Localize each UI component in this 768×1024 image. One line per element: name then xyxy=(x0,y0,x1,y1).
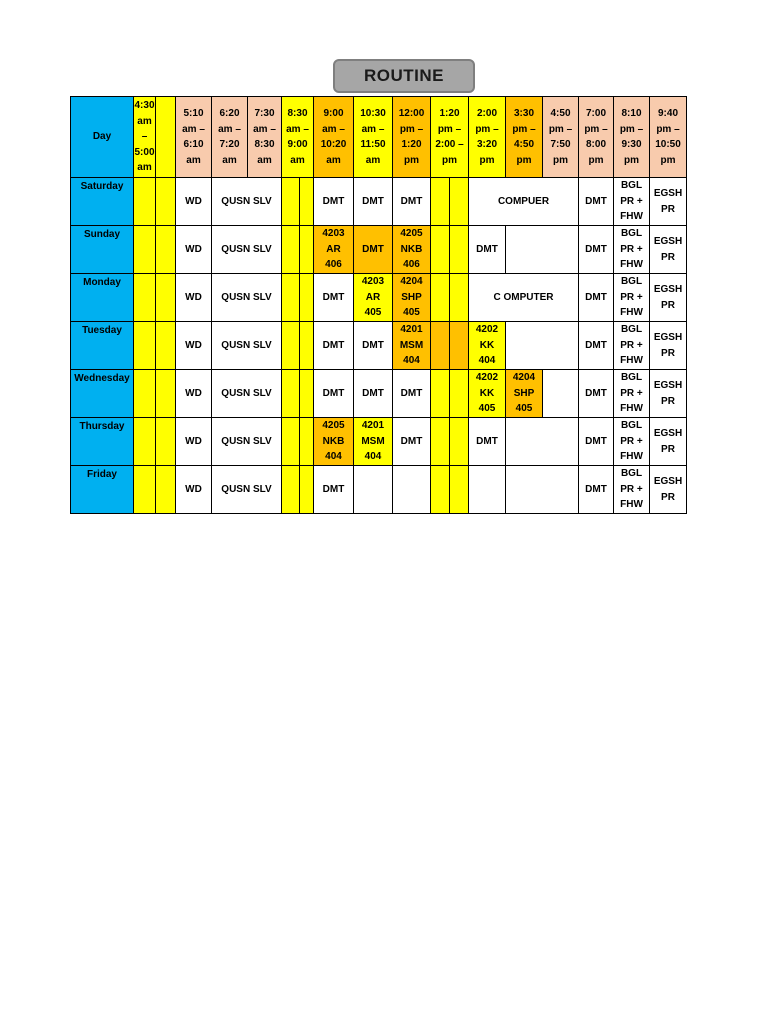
empty-cell xyxy=(282,466,300,514)
cell-0900: DMT xyxy=(314,370,354,418)
empty-cell xyxy=(300,274,314,322)
empty-cell xyxy=(431,418,450,466)
cell-0940: EGSH PR xyxy=(650,370,687,418)
cell-0510: WD xyxy=(176,418,212,466)
empty-cell xyxy=(282,274,300,322)
empty-cell xyxy=(134,418,156,466)
header-slot-0620: 6:20 am – 7:20 am xyxy=(212,97,248,178)
day-name: Saturday xyxy=(80,181,124,192)
cell-0620-0730: QUSN SLV xyxy=(212,418,282,466)
header-slot-blank xyxy=(156,97,176,178)
header-slot-0200: 2:00 pm – 3:20 pm xyxy=(469,97,506,178)
cell-0620-0730: QUSN SLV xyxy=(212,178,282,226)
empty-cell xyxy=(450,178,469,226)
cell-0200: DMT xyxy=(469,226,506,274)
cell-0810: BGL PR + FHW xyxy=(614,466,650,514)
row-friday xyxy=(71,466,687,514)
empty-cell xyxy=(282,322,300,370)
cell-1200: 4201 MSM 404 xyxy=(393,322,431,370)
cell-1030: DMT xyxy=(354,370,393,418)
empty-cell xyxy=(300,178,314,226)
empty-cell xyxy=(450,466,469,514)
empty-cell xyxy=(431,322,450,370)
cell-1200: DMT xyxy=(393,418,431,466)
cell-computer: C OMPUTER xyxy=(469,274,579,322)
cell-0940: EGSH PR xyxy=(650,226,687,274)
cell-0810: BGL PR + FHW xyxy=(614,178,650,226)
cell-0200: 4202 KK 404 xyxy=(469,322,506,370)
header-slot-0450: 4:50 pm – 7:50 pm xyxy=(543,97,579,178)
empty-cell xyxy=(450,418,469,466)
cell-1200: DMT xyxy=(393,370,431,418)
empty-cell xyxy=(134,178,156,226)
cell-0620-0730: QUSN SLV xyxy=(212,226,282,274)
cell-0700: DMT xyxy=(579,418,614,466)
empty-cell xyxy=(431,274,450,322)
routine-title: ROUTINE xyxy=(333,59,475,93)
day-name: Thursday xyxy=(79,421,125,432)
empty-cell xyxy=(134,274,156,322)
cell-0510: WD xyxy=(176,274,212,322)
empty-cell xyxy=(431,178,450,226)
cell-0810: BGL PR + FHW xyxy=(614,226,650,274)
header-slot-0810: 8:10 pm – 9:30 pm xyxy=(614,97,650,178)
cell-0620-0730: QUSN SLV xyxy=(212,466,282,514)
cell-0200: DMT xyxy=(469,418,506,466)
cell-1200: 4205 NKB 406 xyxy=(393,226,431,274)
empty-cell xyxy=(431,466,450,514)
row-tuesday xyxy=(71,322,687,370)
cell-0700: DMT xyxy=(579,466,614,514)
cell-0940: EGSH PR xyxy=(650,322,687,370)
cell-0700: DMT xyxy=(579,274,614,322)
cell-0620-0730: QUSN SLV xyxy=(212,322,282,370)
cell-0700: DMT xyxy=(579,370,614,418)
header-day: Day xyxy=(71,97,134,178)
empty-cell xyxy=(156,466,176,514)
header-slot-1200: 12:00 pm – 1:20 pm xyxy=(393,97,431,178)
empty-cell xyxy=(450,322,469,370)
empty-cell xyxy=(156,178,176,226)
cell-1200: 4204 SHP 405 xyxy=(393,274,431,322)
empty-cell xyxy=(300,370,314,418)
cell-0900: DMT xyxy=(314,322,354,370)
cell-0700: DMT xyxy=(579,322,614,370)
day-cell xyxy=(71,370,134,418)
day-cell xyxy=(71,226,134,274)
empty-cell xyxy=(156,370,176,418)
row-sunday xyxy=(71,226,687,274)
empty-cell xyxy=(300,466,314,514)
day-name: Tuesday xyxy=(82,325,122,336)
empty-cell xyxy=(282,370,300,418)
row-thursday xyxy=(71,418,687,466)
day-name: Monday xyxy=(83,277,121,288)
cell-0700: DMT xyxy=(579,226,614,274)
cell-1030: DMT xyxy=(354,226,393,274)
cell-0510: WD xyxy=(176,466,212,514)
cell-1030: DMT xyxy=(354,178,393,226)
row-wednesday xyxy=(71,370,687,418)
day-cell xyxy=(71,466,134,514)
cell-0900: DMT xyxy=(314,178,354,226)
empty-cell xyxy=(300,418,314,466)
empty-cell xyxy=(431,226,450,274)
day-cell xyxy=(71,322,134,370)
empty-cell xyxy=(300,226,314,274)
cell-0620-0730: QUSN SLV xyxy=(212,274,282,322)
empty-cell xyxy=(300,322,314,370)
empty-cell xyxy=(156,274,176,322)
routine-table xyxy=(70,96,687,514)
cell-computer: COMPUER xyxy=(469,178,579,226)
header-row xyxy=(71,97,687,178)
empty-cell xyxy=(156,322,176,370)
row-monday xyxy=(71,274,687,322)
cell-0900: DMT xyxy=(314,466,354,514)
cell-0700: DMT xyxy=(579,178,614,226)
empty-cell xyxy=(282,226,300,274)
header-slot-0120: 1:20 pm – 2:00 – pm xyxy=(431,97,469,178)
cell-0510: WD xyxy=(176,322,212,370)
cell-0940: EGSH PR xyxy=(650,418,687,466)
empty-cell xyxy=(156,226,176,274)
cell-0510: WD xyxy=(176,226,212,274)
cell-0900: 4203 AR 406 xyxy=(314,226,354,274)
empty-cell xyxy=(156,418,176,466)
header-slot-0730: 7:30 am – 8:30 am xyxy=(248,97,282,178)
day-cell xyxy=(71,418,134,466)
cell-1200 xyxy=(393,466,431,514)
empty-cell xyxy=(134,322,156,370)
empty-cell xyxy=(282,418,300,466)
cell-0940: EGSH PR xyxy=(650,178,687,226)
cell-0510: WD xyxy=(176,178,212,226)
cell-0940: EGSH PR xyxy=(650,274,687,322)
row-saturday xyxy=(71,178,687,226)
cell-0330 xyxy=(506,418,579,466)
cell-0200: 4202 KK 405 xyxy=(469,370,506,418)
cell-0200 xyxy=(469,466,506,514)
empty-cell xyxy=(431,370,450,418)
header-slot-0940: 9:40 pm – 10:50 pm xyxy=(650,97,687,178)
cell-0810: BGL PR + FHW xyxy=(614,370,650,418)
cell-0810: BGL PR + FHW xyxy=(614,274,650,322)
cell-0900: DMT xyxy=(314,274,354,322)
cell-0620-0730: QUSN SLV xyxy=(212,370,282,418)
empty-cell xyxy=(543,370,579,418)
empty-cell xyxy=(450,274,469,322)
cell-0940: EGSH PR xyxy=(650,466,687,514)
cell-0330 xyxy=(506,226,579,274)
header-slot-0700: 7:00 pm – 8:00 pm xyxy=(579,97,614,178)
empty-cell xyxy=(134,370,156,418)
empty-cell xyxy=(450,226,469,274)
day-cell xyxy=(71,274,134,322)
empty-cell xyxy=(134,226,156,274)
cell-0330 xyxy=(506,322,579,370)
day-name: Sunday xyxy=(83,229,121,240)
header-slot-0830: 8:30 am – 9:00 am xyxy=(282,97,314,178)
header-slot-0430: 4:30 am – 5:00 am xyxy=(134,97,156,178)
cell-1030: DMT xyxy=(354,322,393,370)
day-cell xyxy=(71,178,134,226)
header-slot-0330: 3:30 pm – 4:50 pm xyxy=(506,97,543,178)
day-name: Friday xyxy=(86,469,117,480)
cell-1030 xyxy=(354,466,393,514)
cell-0510: WD xyxy=(176,370,212,418)
cell-0330: 4204 SHP 405 xyxy=(506,370,543,418)
header-slot-1030: 10:30 am – 11:50 am xyxy=(354,97,393,178)
cell-0900: 4205 NKB 404 xyxy=(314,418,354,466)
header-slot-0510: 5:10 am – 6:10 am xyxy=(176,97,212,178)
day-name: Wednesday xyxy=(74,373,130,384)
cell-1030: 4203 AR 405 xyxy=(354,274,393,322)
cell-0330 xyxy=(506,466,579,514)
cell-0810: BGL PR + FHW xyxy=(614,322,650,370)
empty-cell xyxy=(282,178,300,226)
empty-cell xyxy=(450,370,469,418)
header-slot-0900: 9:00 am – 10:20 am xyxy=(314,97,354,178)
cell-1030: 4201 MSM 404 xyxy=(354,418,393,466)
cell-1200: DMT xyxy=(393,178,431,226)
cell-0810: BGL PR + FHW xyxy=(614,418,650,466)
empty-cell xyxy=(134,466,156,514)
